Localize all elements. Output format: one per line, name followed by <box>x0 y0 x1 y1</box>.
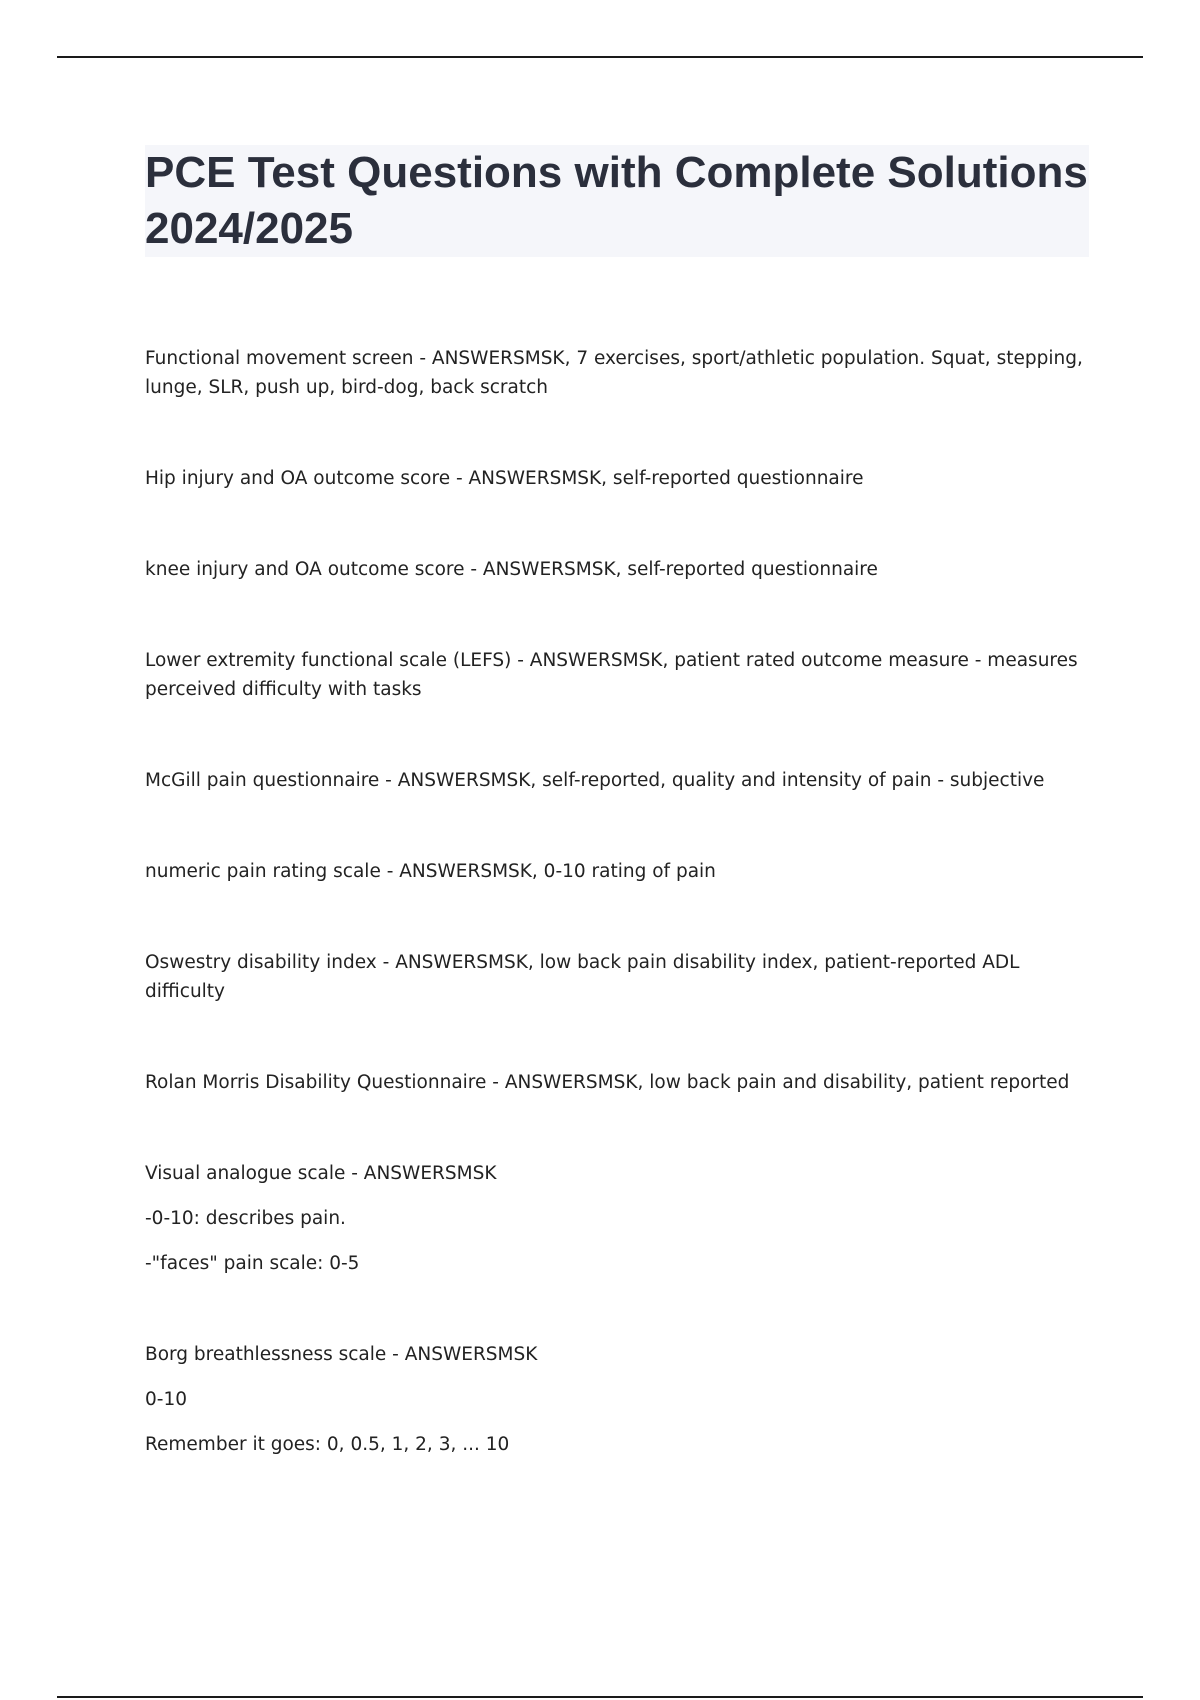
page-title: PCE Test Questions with Complete Solutions 2024/2025 <box>145 148 1088 253</box>
qa-entry-text: Oswestry disability index - ANSWERSMSK, low back pain disability index, patient-reported ADL difficulty <box>145 952 1020 1002</box>
top-divider <box>57 56 1143 58</box>
qa-entry-text: numeric pain rating scale - ANSWERSMSK, 0-10 rating of pain <box>145 861 716 882</box>
qa-entry-text: Functional movement screen - ANSWERSMSK, 7 exercises, sport/athletic population. Squat, stepping, lunge, SLR, push up, bird-dog, back scratch <box>145 348 1083 398</box>
qa-entry <box>145 948 1085 1006</box>
qa-entry <box>145 1068 1085 1097</box>
qa-entry <box>145 344 1085 402</box>
qa-entry-text: -0-10: describes pain. <box>145 1208 346 1229</box>
qa-entry-text: -"faces" pain scale: 0-5 <box>145 1253 360 1274</box>
qa-entry <box>145 766 1085 795</box>
qa-entry <box>145 1340 1085 1459</box>
qa-entry-text: Borg breathlessness scale - ANSWERSMSK <box>145 1344 538 1365</box>
qa-entry-text: Visual analogue scale - ANSWERSMSK <box>145 1163 497 1184</box>
qa-entry-text: 0-10 <box>145 1389 187 1410</box>
qa-entry <box>145 555 1085 584</box>
qa-entry-text: Rolan Morris Disability Questionnaire - ANSWERSMSK, low back pain and disability, patient reported <box>145 1072 1070 1093</box>
qa-entry-text: Remember it goes: 0, 0.5, 1, 2, 3, ... 10 <box>145 1434 510 1455</box>
qa-entry-text: knee injury and OA outcome score - ANSWERSMSK, self-reported questionnaire <box>145 559 878 580</box>
qa-list <box>145 344 1085 1459</box>
qa-entry <box>145 1159 1085 1278</box>
qa-entry-text: Lower extremity functional scale (LEFS) - ANSWERSMSK, patient rated outcome measure - measures perceived difficulty with tasks <box>145 650 1078 700</box>
qa-entry <box>145 646 1085 704</box>
qa-entry <box>145 857 1085 886</box>
qa-entry-text: McGill pain questionnaire - ANSWERSMSK, self-reported, quality and intensity of pain - subjective <box>145 770 1045 791</box>
qa-entry-text: Hip injury and OA outcome score - ANSWERSMSK, self-reported questionnaire <box>145 468 864 489</box>
title-banner <box>145 145 1089 257</box>
bottom-divider <box>57 1696 1143 1698</box>
qa-entry <box>145 464 1085 493</box>
